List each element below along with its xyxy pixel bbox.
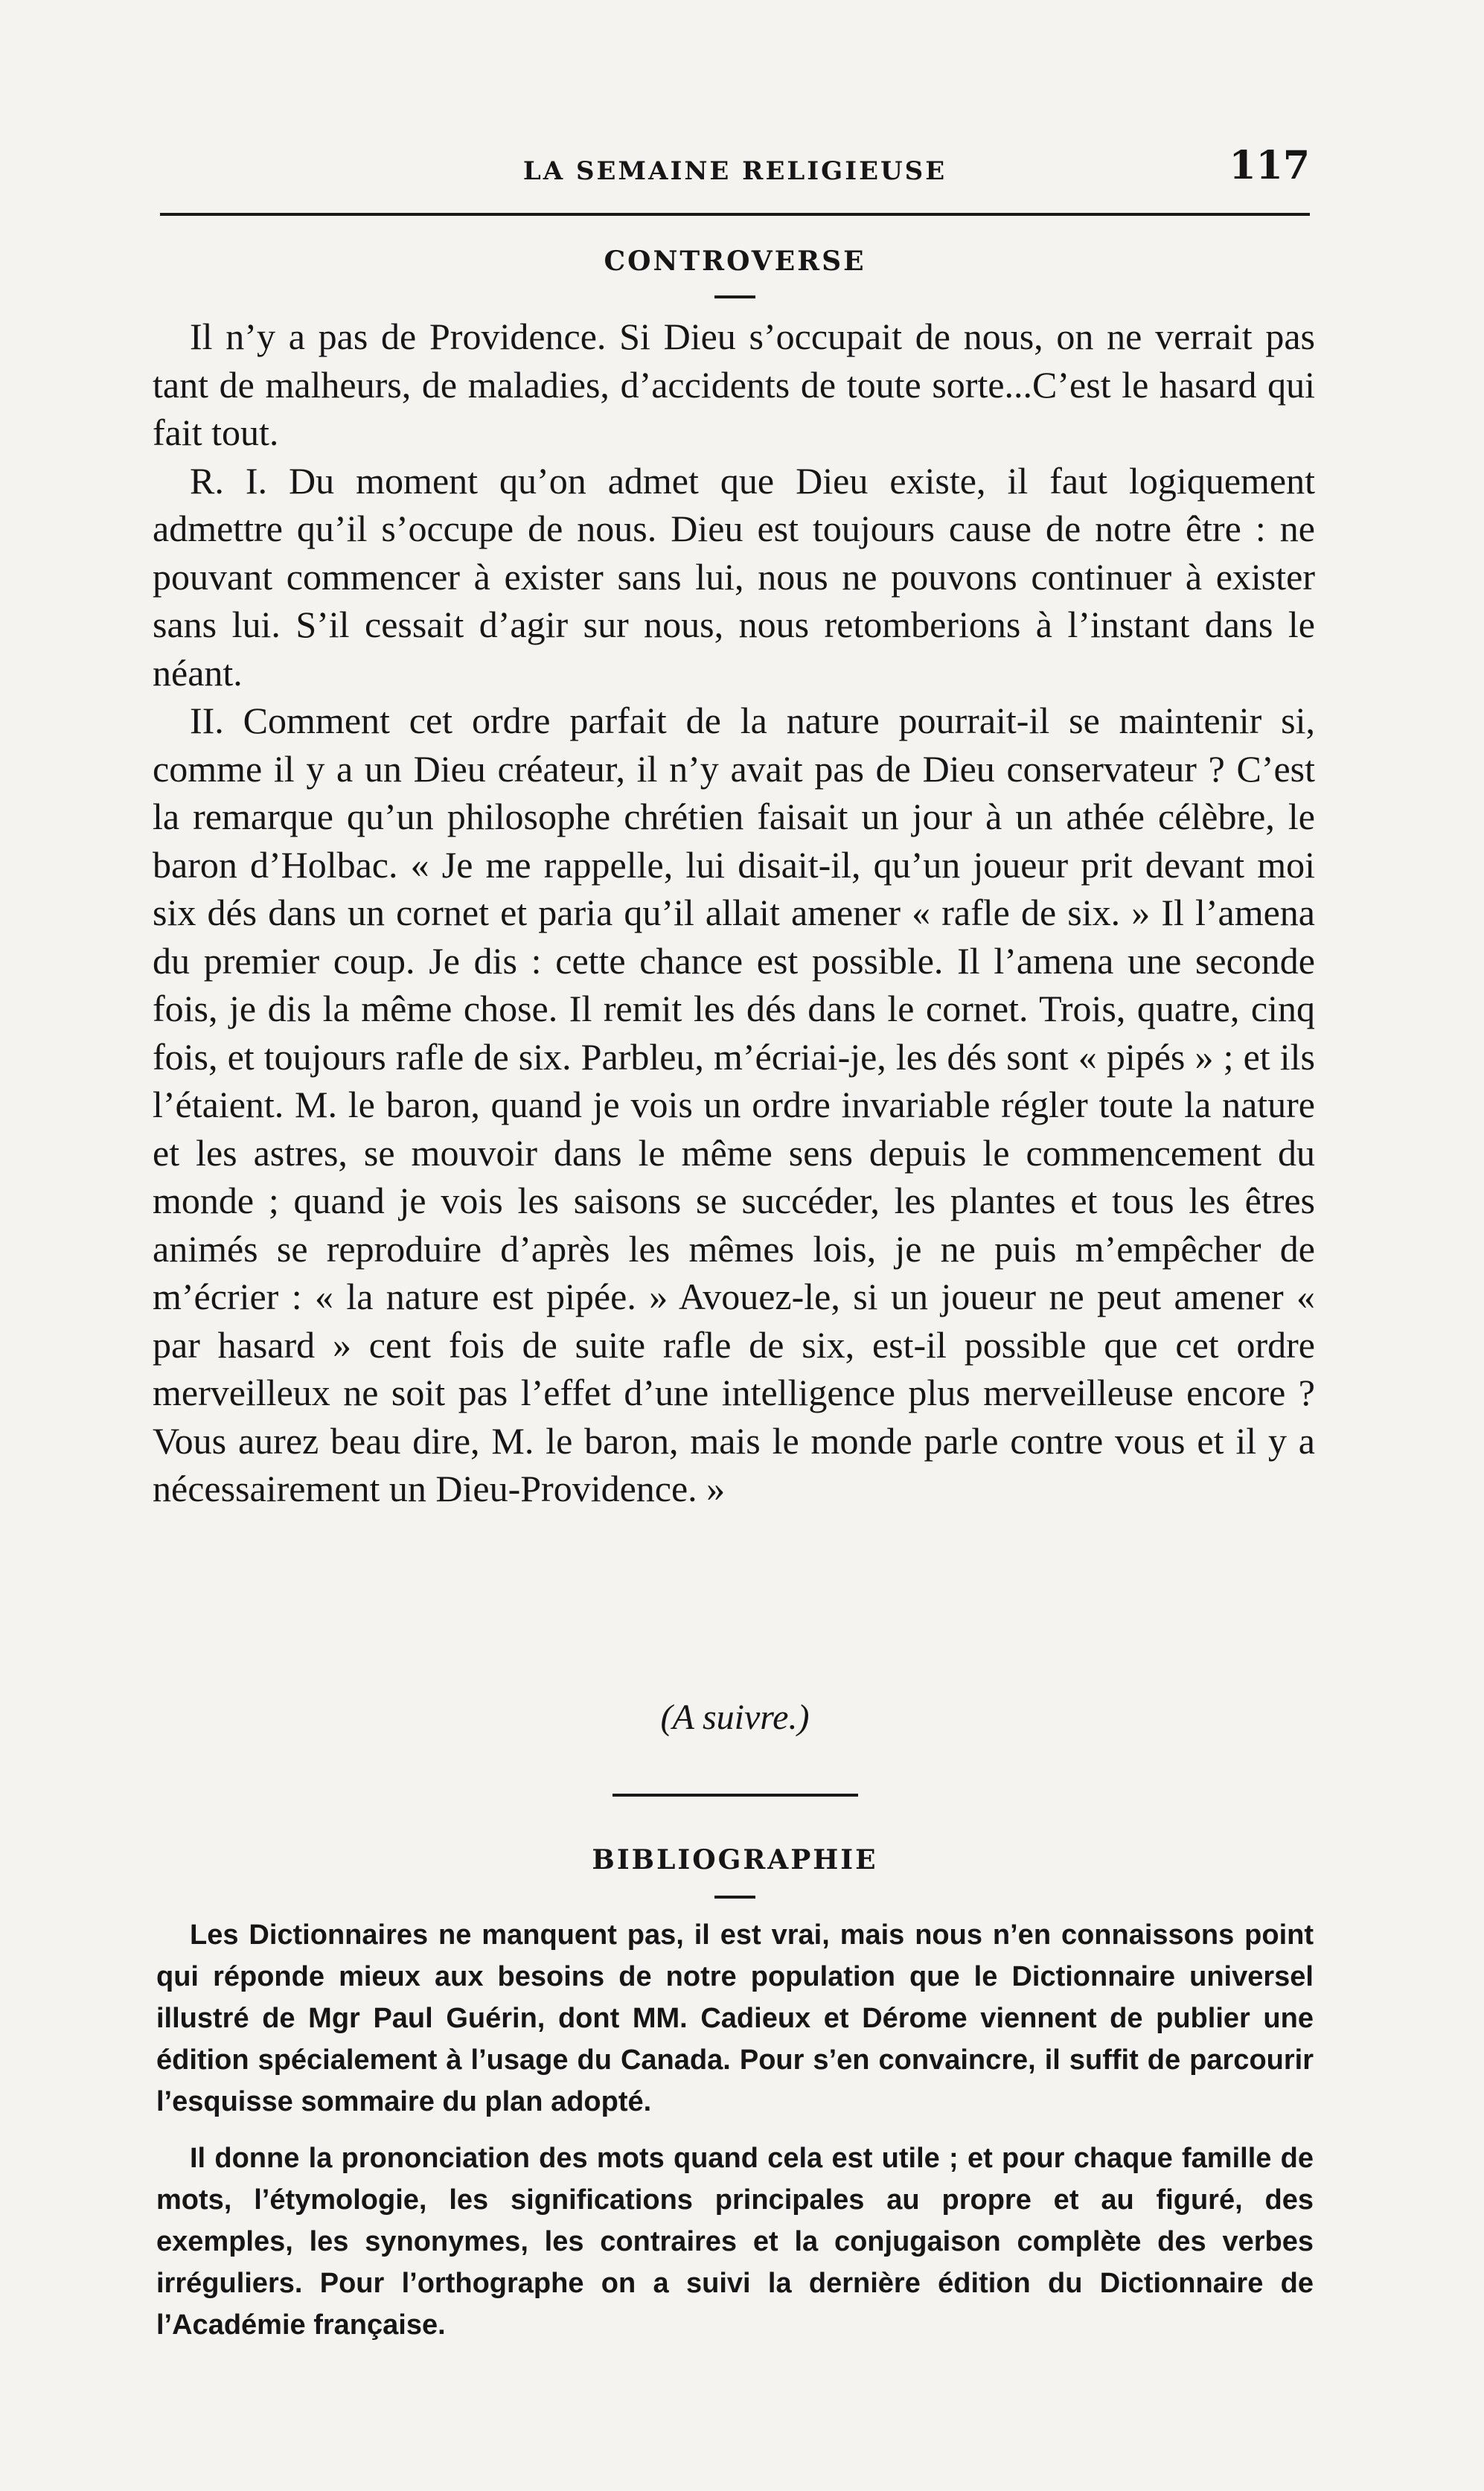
running-head — [160, 127, 1310, 216]
bibliographie-paragraph: Les Dictionnaires ne manquent pas, il est vrai, mais nous n’en connaissons point qui réponde mieux aux besoins de notre population que le Dictionnaire universel illustré de Mgr Paul Guérin, dont MM. Cadieux et Dérome viennent de publier une édition spécialement à l’usage du Canada. Pour s’en convaincre, il suffit de parcourir l’esquisse sommaire du plan adopté. — [156, 1919, 1314, 2117]
header-rule — [160, 213, 1310, 216]
running-title: LA SEMAINE RELIGIEUSE — [522, 156, 947, 186]
page-number: 117 — [1229, 143, 1310, 188]
to-be-continued: (A suivre.) — [660, 1698, 810, 1737]
bibliographie-heading: BIBLIOGRAPHIE — [592, 1844, 878, 1876]
controverse-paragraph: R. I. Du moment qu’on admet que Dieu existe, il faut logiquement admettre qu’il s’occupe de nous. Dieu est toujours cause de notre être : ne pouvant commencer à exister sans lui, nous ne pouvons continuer à exister sans lui. S’il cessait d’agir sur nous, nous retomberions à l’instant dans le néant. — [153, 459, 1315, 694]
section-divider — [613, 1794, 858, 1797]
heading-rule — [714, 295, 755, 298]
bibliographie-paragraph: Il donne la prononciation des mots quand cela est utile ; et pour chaque famille de mots, l’étymologie, les significations principales au propre et au figuré, des exemples, les synonymes, les contraires et la conjugaison complète des verbes irréguliers. Pour l’orthographe on a suivi la dernière édition du Dictionnaire de l’Académie française. — [156, 2143, 1314, 2341]
bibliographie-text — [156, 1914, 1314, 2346]
controverse-heading: CONTROVERSE — [604, 246, 866, 277]
controverse-paragraph: Il n’y a pas de Providence. Si Dieu s’occupait de nous, on ne verrait pas tant de malheurs, de maladies, d’accidents de toute sorte...C’est le hasard qui fait tout. — [153, 316, 1315, 453]
controverse-text — [153, 313, 1315, 1513]
controverse-paragraph: II. Comment cet ordre parfait de la nature pourrait-il se maintenir si, comme il y a un Dieu créateur, il n’y avait pas de Dieu conservateur ? C’est la remarque qu’un philosophe chrétien faisait un jour à un athée célèbre, le baron d’Holbac. « Je me rappelle, lui disait-il, qu’un joueur prit devant moi six dés dans un cornet et paria qu’il allait amener « rafle de six. » Il l’amena du premier coup. Je dis : cette chance est possible. Il l’amena une seconde fois, je dis la même chose. Il remit les dés dans le cornet. Trois, quatre, cinq fois, et toujours rafle de six. Parbleu, m’écriai-je, les dés sont « pipés » ; et ils l’étaient. M. le baron, quand je vois un ordre invariable régler toute la nature et les astres, se mouvoir dans le même sens depuis le commencement du monde ; quand je vois les saisons se succéder, les plantes et tous les êtres animés se reproduire d’après les mêmes lois, je ne puis m’empêcher de m’écrier : « la nature est pipée. » Avouez-le, si un joueur ne peut amener « par hasard » cent fois de suite rafle de six, est-il possible que cet ordre merveilleux ne soit pas l’effet d’une intelligence plus merveilleuse encore ? Vous aurez beau dire, M. le baron, mais le monde parle contre vous et il y a nécessairement un Dieu-Providence. » — [153, 700, 1315, 1509]
heading-rule — [714, 1896, 755, 1899]
